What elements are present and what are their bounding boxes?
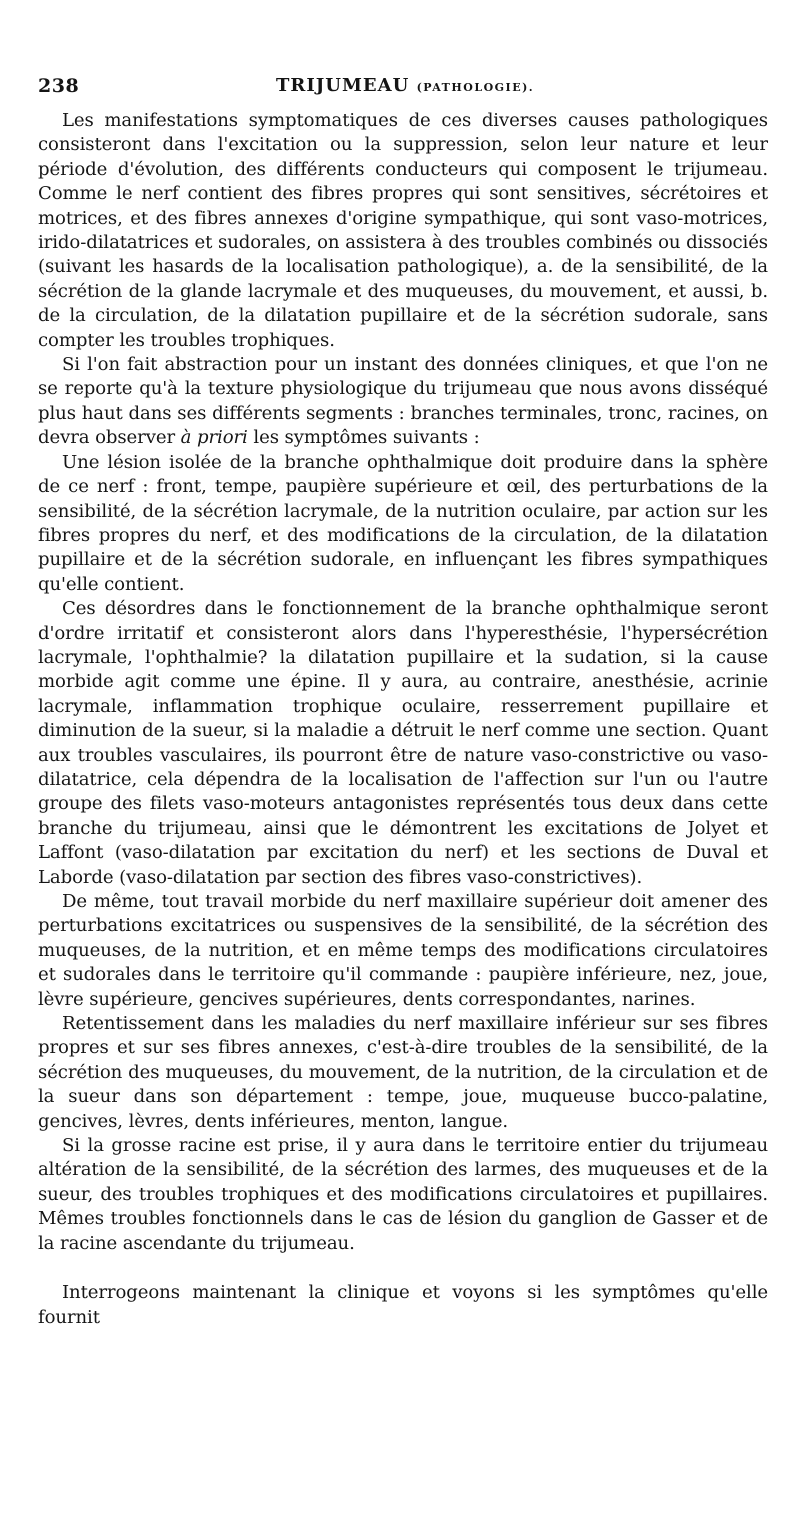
running-title-main: TRIJUMEAU	[276, 75, 410, 96]
paragraph-superior-maxillary: De même, tout travail morbide du nerf maxillaire supérieur doit amener des perturbations excitatrices ou suspensives de la sensibilité, de la sécrétion des muqueuses, de la nutrition, et en même temps des modifications circulatoires et sudorales dans le territoire qu'il commande : paupière inférieure, nez, joue, lèvre supérieure, gencives supérieures, dents correspondantes, narines.	[38, 891, 768, 1010]
paragraph-physiological-texture-end: les symptômes suivants :	[247, 427, 480, 449]
running-title	[276, 75, 534, 96]
paragraph-large-root: Si la grosse racine est prise, il y aura dans le territoire entier du trijumeau altération de la sensibilité, de la sécrétion des larmes, des muqueuses et de la sueur, des troubles trophiques et des modifications circulatoires et pupillaires. Mêmes troubles fonctionnels dans le cas de lésion du ganglion de Gasser et de la racine ascendante du trijumeau.	[38, 1135, 768, 1254]
paragraph-ophthalmic-disorders: Ces désordres dans le fonctionnement de la branche ophthalmique seront d'ordre irritatif et consisteront alors dans l'hyperesthésie, l'hypersécrétion lacrymale, l'ophthalmie? la dilatation pupillaire et la sudation, si la cause morbide agit comme une épine. Il y aura, au contraire, anesthésie, acrinie lacrymale, inflammation trophique oculaire, resserrement pupillaire et diminution de la sueur, si la maladie a détruit le nerf comme une section. Quant aux troubles vasculaires, ils pourront être de nature vaso-constrictive ou vaso-dilatatrice, cela dépendra de la localisation de l'affection sur l'un ou l'autre groupe des filets vaso-moteurs antagonistes représentés tous deux dans cette branche du trijumeau, ainsi que le démontrent les excitations de Jolyet et Laffont (vaso-dilatation par excitation du nerf) et les sections de Duval et Laborde (vaso-dilatation par section des fibres vaso-constrictives).	[38, 598, 768, 888]
paragraph-inferior-maxillary: Retentissement dans les maladies du nerf maxillaire inférieur sur ses fibres propres et sur ses fibres annexes, c'est-à-dire troubles de la sensibilité, de la sécrétion des muqueuses, du mouvement, de la nutrition, de la circulation et de la sueur dans son département : tempe, joue, muqueuse bucco-palatine, gencives, lèvres, dents inférieures, menton, langue.	[38, 1013, 768, 1132]
page-header	[38, 75, 768, 103]
paragraph-clinical-question: Interrogeons maintenant la clinique et voyons si les symptômes qu'elle fournit	[38, 1282, 768, 1328]
book-page	[38, 75, 768, 1330]
paragraph-physiological-texture	[38, 353, 768, 451]
page-number: 238	[38, 75, 80, 97]
body-text	[38, 109, 768, 1330]
running-title-subtitle: (PATHOLOGIE).	[416, 81, 535, 94]
paragraph-symptoms-overview: Les manifestations symptomatiques de ces diverses causes pathologiques consisteront dans l'excitation ou la suppression, selon leur nature et leur période d'évolution, des différents conducteurs qui composent le trijumeau. Comme le nerf contient des fibres propres qui sont sensitives, sécrétoires et motrices, et des fibres annexes d'origine sympathique, qui sont vaso-motrices, irido-dilatatrices et sudorales, on assistera à des troubles combinés ou dissociés (suivant les hasards de la localisation pathologique), a. de la sensibilité, de la sécrétion de la glande lacrymale et des muqueuses, du mouvement, et aussi, b. de la circulation, de la dilatation pupillaire et de la sécrétion sudorale, sans compter les troubles trophiques.	[38, 110, 768, 351]
italic-a-priori: à priori	[180, 427, 248, 449]
paragraph-ophthalmic-lesion: Une lésion isolée de la branche ophthalmique doit produire dans la sphère de ce nerf : front, tempe, paupière supérieure et œil, des perturbations de la sensibilité, de la sécrétion lacrymale, de la nutrition oculaire, par action sur les fibres propres du nerf, et des modifications de la circulation, de la dilatation pupillaire et de la sécrétion sudorale, en influençant les fibres sympathiques qu'elle contient.	[38, 451, 768, 595]
paragraph-physiological-texture-start: Si l'on fait abstraction pour un instant des données cliniques, et que l'on ne se reporte qu'à la texture physiologique du trijumeau que nous avons disséqué plus haut dans ses différents segments : branches terminales, tronc, racines, on devra observer	[38, 354, 768, 449]
